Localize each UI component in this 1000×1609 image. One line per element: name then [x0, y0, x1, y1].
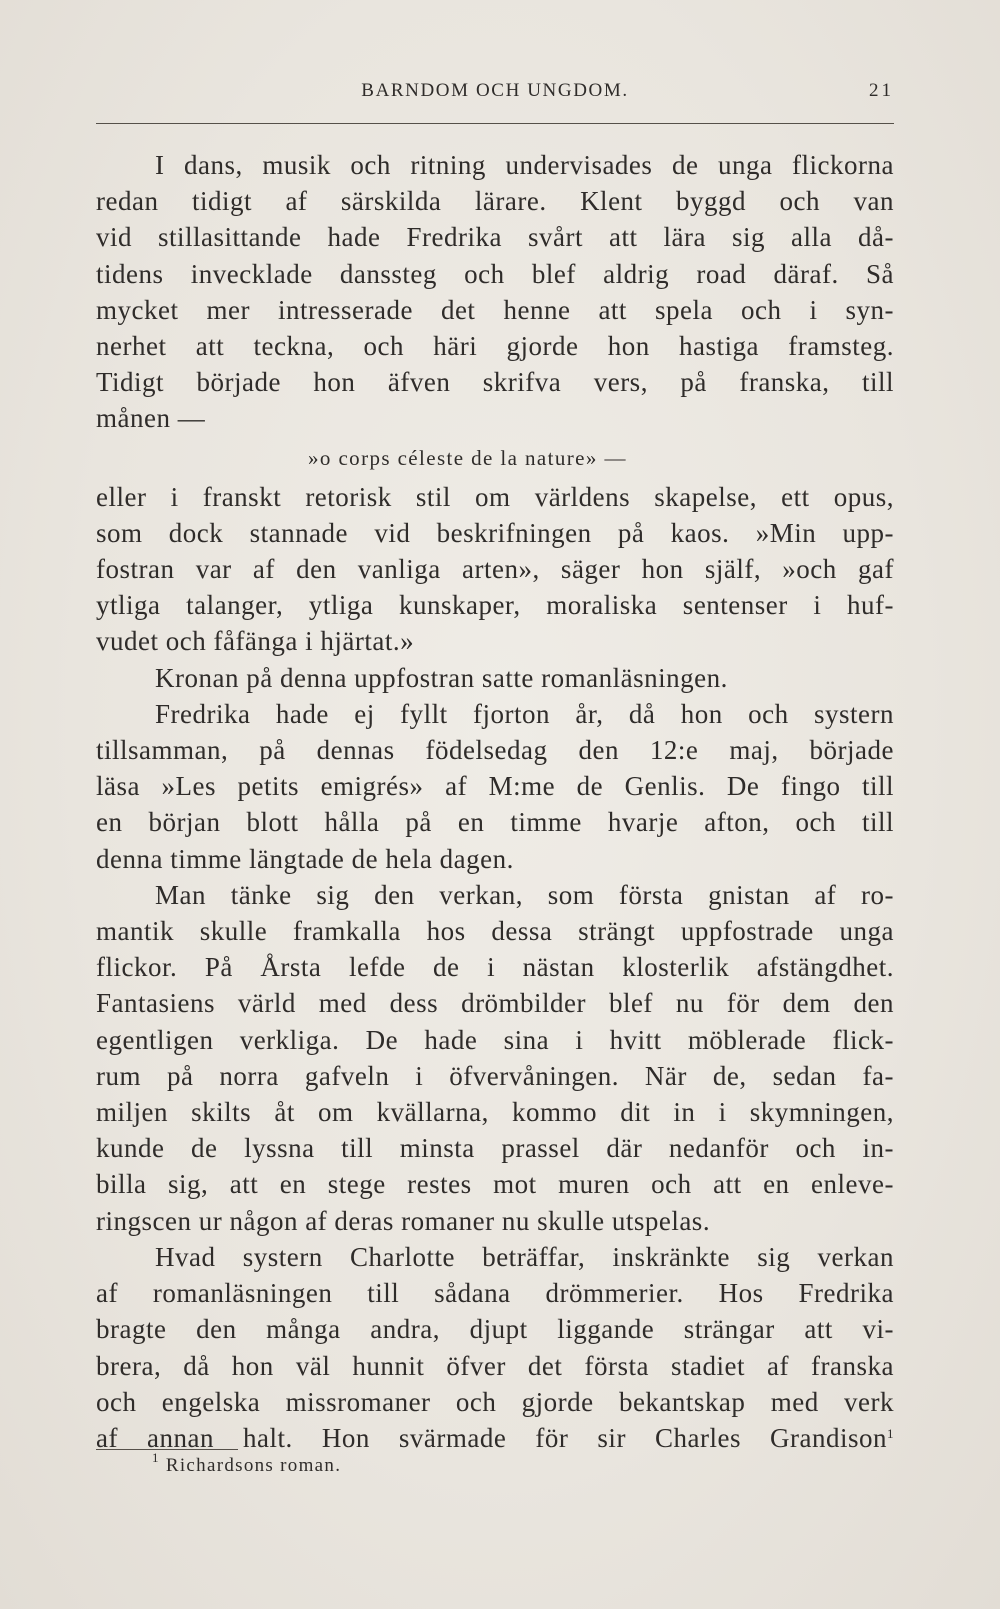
text-line-with-footnote: [96, 1420, 894, 1456]
text-line: billa sig, att en stege restes mot muren och att en enleve-: [96, 1169, 894, 1200]
text-line: egentligen verkliga. De hade sina i hvitt möblerade flick-: [96, 1024, 894, 1055]
text-line: fostran var af den vanliga arten», säger hon själf, »och gaf: [96, 554, 894, 585]
text-line: miljen skilts åt om kvällarna, kommo dit in i skymningen,: [96, 1097, 894, 1128]
text-line: vid stillasittande hade Fredrika svårt att lära sig alla då-: [96, 222, 894, 253]
text-line: denna timme längtade de hela dagen.: [96, 843, 514, 874]
running-title: BARNDOM OCH UNGDOM.: [361, 80, 629, 101]
text-line: som dock stannade vid beskrifningen på kaos. »Min upp-: [96, 517, 894, 548]
text-line: ringscen ur någon af deras romaner nu skulle utspelas.: [96, 1205, 711, 1236]
text-line: Man tänke sig den verkan, som första gnistan af ro-: [155, 879, 894, 910]
text-line: bragte den många andra, djupt liggande strängar att vi-: [96, 1314, 894, 1345]
text-line: läsa »Les petits emigrés» af M:me de Genlis. De fingo till: [96, 771, 894, 802]
header-rule: [96, 123, 894, 124]
text-line: månen —: [96, 403, 206, 434]
text-line: vudet och fåfänga i hjärtat.»: [96, 626, 415, 657]
text-line: nerhet att teckna, och häri gjorde hon hastiga framsteg.: [96, 331, 894, 362]
quoted-verse: »o corps céleste de la nature» —: [308, 445, 627, 470]
text-line: rum på norra gafveln i öfvervåningen. När de, sedan fa-: [96, 1060, 894, 1091]
text-line: kunde de lyssna till minsta prassel där nedanför och in-: [96, 1133, 894, 1164]
footnote-text: Richardsons roman.: [165, 1455, 342, 1476]
text-line: Hvad systern Charlotte beträffar, inskränkte sig verkan: [155, 1241, 894, 1272]
text-line: Fredrika hade ej fyllt fjorton år, då hon och systern: [155, 698, 894, 729]
text-line: ytliga talanger, ytliga kunskaper, moraliska sentenser i huf-: [96, 590, 894, 621]
text-line-content: af annan halt. Hon svärmade för sir Charles Grandison: [96, 1422, 887, 1453]
page-number: 21: [869, 80, 894, 101]
footnote-mark: 1: [152, 1450, 160, 1465]
text-line: af romanläsningen till sådana drömmerier. Hos Fredrika: [96, 1278, 894, 1309]
text-line: flickor. På Årsta lefde de i nästan klosterlik afstängdhet.: [96, 952, 894, 983]
text-line: Tidigt började hon äfven skrifva vers, på franska, till: [96, 367, 894, 398]
text-line: en början blott hålla på en timme hvarje afton, och till: [96, 807, 894, 838]
text-line: eller i franskt retorisk stil om världens skapelse, ett opus,: [96, 481, 894, 512]
text-line: och engelska missromaner och gjorde bekantskap med verk: [96, 1386, 894, 1417]
text-line: mycket mer intresserade det henne att spela och i syn-: [96, 294, 894, 325]
text-line: brera, då hon väl hunnit öfver det första stadiet af franska: [96, 1350, 894, 1381]
running-header: [96, 80, 894, 104]
footnote-reference[interactable]: 1: [887, 1425, 894, 1441]
text-line: Kronan på denna uppfostran satte romanläsningen.: [155, 662, 728, 693]
footnote: [152, 1450, 342, 1477]
text-line: mantik skulle framkalla hos dessa strängt uppfostrade unga: [96, 916, 894, 947]
footnote-rule: [96, 1449, 238, 1450]
text-line: I dans, musik och ritning undervisades de unga flickorna: [155, 150, 894, 180]
text-line: tidens invecklade danssteg och blef aldrig road däraf. Så: [96, 258, 894, 289]
text-line: Fantasiens värld med dess drömbilder blef nu för dem den: [96, 988, 894, 1019]
text-line: redan tidigt af särskilda lärare. Klent byggd och van: [96, 186, 894, 217]
text-line: tillsamman, på dennas födelsedag den 12:e maj, började: [96, 735, 894, 766]
body-text: [96, 147, 894, 1456]
